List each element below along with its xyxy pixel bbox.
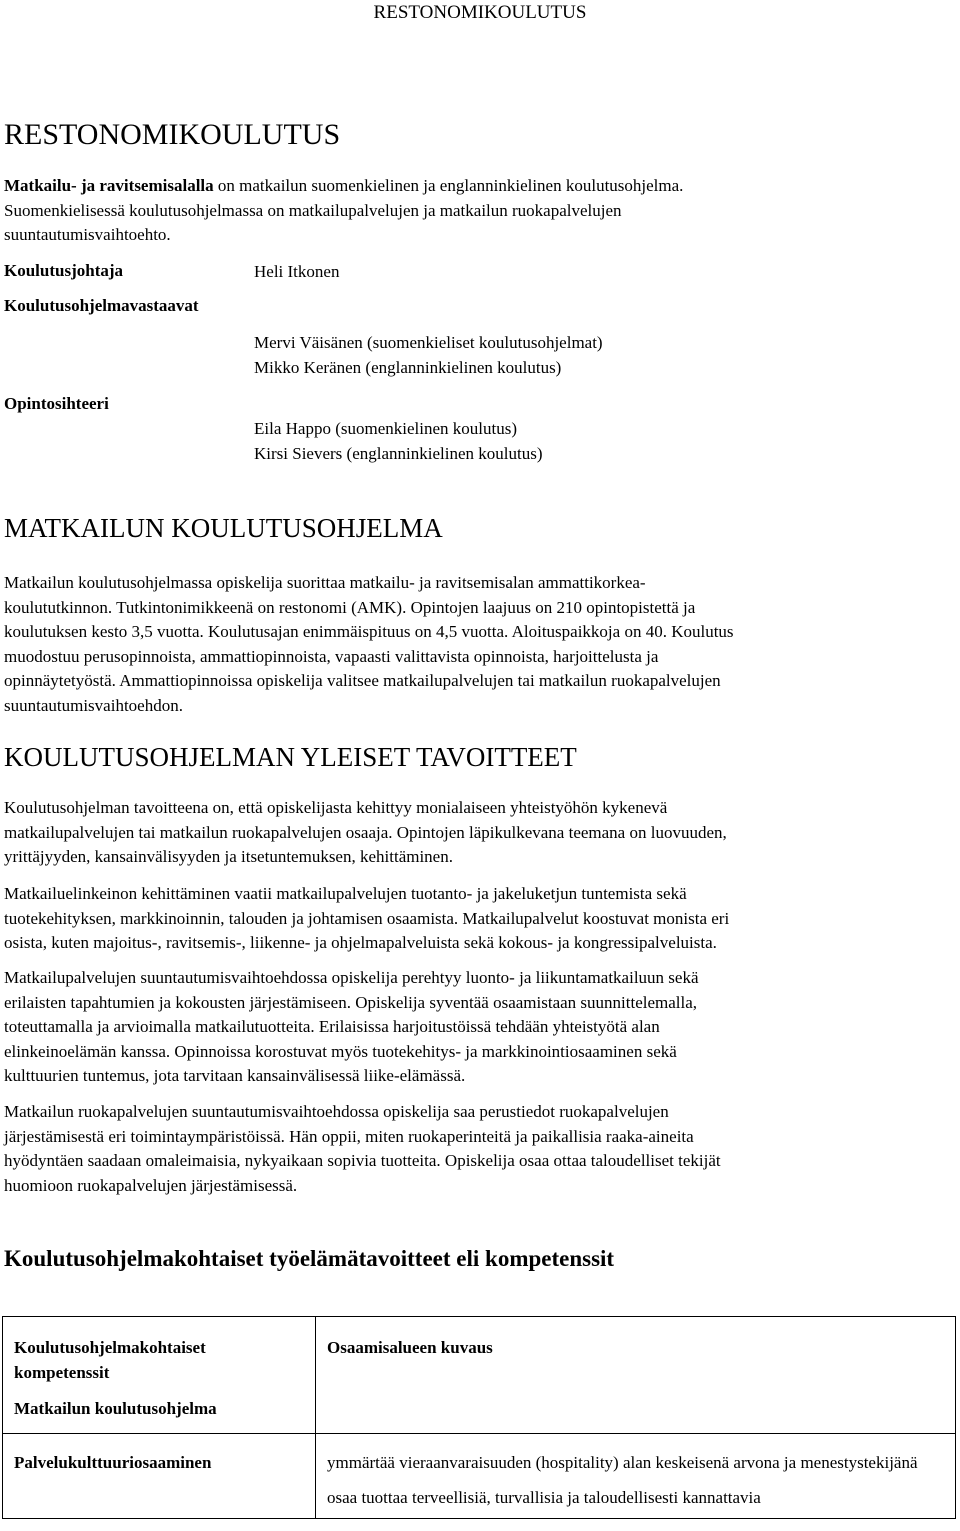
text-line: elinkeinoelämän kanssa. Opinnoissa korostuvat myös tuotekehitys- ja markkinointiosaaminen sekä — [4, 1041, 677, 1061]
text-line: matkailupalvelujen tai matkailun ruokapalvelujen osaaja. Opintojen läpikulkevana teemana on luovuuden, — [4, 822, 727, 842]
text-line: suuntautumisvaihtoehdon. — [4, 695, 183, 715]
text-line: tuotekehityksen, markkinoinnin, talouden ja johtamisen osaamista. Matkailupalvelut koostuvat monista eri — [4, 908, 730, 928]
text-line: toteuttamalla ja arvioimalla matkailutuotteita. Erilaisissa harjoitustöissä tehdään yhteistyötä alan — [4, 1017, 660, 1036]
goals-paragraph-4 — [4, 1100, 954, 1198]
programme-heading: MATKAILUN KOULUTUSOHJELMA — [4, 513, 443, 543]
text-line: huomioon ruokapalvelujen järjestämisessä. — [4, 1175, 298, 1195]
intro-bold-lead: Matkailu- ja ravitsemisalalla — [4, 176, 214, 195]
secretary-label: Opintosihteeri — [4, 394, 109, 413]
text-line: Matkailun ruokapalvelujen suuntautumisvaihtoehdossa opiskelija saa perustiedot ruokapalvelujen — [4, 1102, 669, 1121]
goals-paragraph-2 — [4, 882, 954, 956]
header-col1-line1: Koulutusohjelmakohtaiset — [14, 1338, 206, 1357]
row1-col1: Palvelukulttuuriosaaminen — [14, 1453, 212, 1472]
text-line: Koulutusohjelman tavoitteena on, että opiskelijasta kehittyy monialaiseen yhteistyöhön kykenevä — [4, 798, 668, 817]
text-line: muodostuu perusopinnoista, ammattiopinnoista, vapaasti valittavista opinnoista, harjoittelusta ja — [4, 646, 659, 666]
text-line: kulttuurien tuntemus, jota tarvitaan kansainvälisessä liike-elämässä. — [4, 1066, 466, 1085]
text-line: osista, kuten majoitus-, ravitsemis-, liikenne- ja ohjelmapalveluista sekä kokous- ja kongressipalveluista. — [4, 933, 717, 952]
goals-heading: KOULUTUSOHJELMAN YLEISET TAVOITTEET — [4, 742, 577, 772]
intro-line1-rest: on matkailun suomenkielinen ja englanninkielinen koulutusohjelma. — [213, 176, 684, 195]
intro-line3: suuntautumisvaihtoehto. — [4, 225, 171, 244]
running-header: RESTONOMIKOULUTUS — [373, 2, 587, 23]
table-header-cell — [3, 1317, 316, 1434]
intro-paragraph — [4, 174, 954, 248]
director-name: Heli Itkonen — [254, 262, 340, 281]
intro-line2: Suomenkielisessä koulutusohjelmassa on matkailupalvelujen ja matkailun ruokapalvelujen — [4, 200, 622, 220]
head-person-1: Mervi Väisänen (suomenkieliset koulutusohjelmat) — [254, 333, 603, 352]
text-line: Matkailuelinkeinon kehittäminen vaatii matkailupalvelujen tuotanto- ja jakeluketjun tuntemista sekä — [4, 884, 687, 903]
text-line: Matkailun koulutusohjelmassa opiskelija suorittaa matkailu- ja ravitsemisalan ammattikorkea- — [4, 573, 646, 592]
competence-table — [2, 1316, 956, 1519]
text-line: koulutuksen kesto 3,5 vuotta. Koulutusajan enimmäispituus on 4,5 vuotta. Aloituspaikkoja on 40. Koulutus — [4, 622, 734, 641]
header-col2: Osaamisalueen kuvaus — [327, 1338, 493, 1357]
header-col1-line3: Matkailun koulutusohjelma — [14, 1399, 217, 1418]
table-cell — [3, 1434, 316, 1519]
row1-col2-item1: ymmärtää vieraanvaraisuuden (hospitality) alan keskeisenä arvona ja menestystekijänä — [327, 1453, 918, 1472]
competences-heading: Koulutusohjelmakohtaiset työelämätavoitteet eli kompetenssit — [4, 1246, 615, 1271]
programme-paragraph — [4, 571, 954, 718]
secretary-person-2: Kirsi Sievers (englanninkielinen koulutus) — [254, 444, 543, 463]
table-header-cell — [316, 1317, 956, 1434]
table-row — [3, 1434, 956, 1519]
text-line: järjestämisestä eri toimintaympäristöissä. Hän oppii, miten ruokaperinteitä ja paikallisia raaka-aineita — [4, 1126, 694, 1146]
head-person-2: Mikko Keränen (englanninkielinen koulutus) — [254, 358, 562, 377]
text-line: opinnäytetyöstä. Ammattiopinnoissa opiskelija valitsee matkailupalvelujen tai matkailun ruokapalvelujen — [4, 671, 721, 690]
director-label: Koulutusjohtaja — [4, 261, 124, 280]
page-title: RESTONOMIKOULUTUS — [4, 118, 341, 151]
text-line: yrittäjyyden, kansainvälisyyden ja itsetuntemuksen, kehittäminen. — [4, 847, 453, 866]
goals-paragraph-1 — [4, 796, 954, 870]
text-line: erilaisten tapahtumien ja kokousten järjestämiseen. Opiskelija syventää osaamistaan suunnittelemalla, — [4, 992, 698, 1012]
text-line: koulututkinnon. Tutkintonimikkeenä on restonomi (AMK). Opintojen laajuus on 210 opintopistettä ja — [4, 597, 696, 617]
heads-label: Koulutusohjelmavastaavat — [4, 296, 199, 315]
text-line: Matkailupalvelujen suuntautumisvaihtoehdossa opiskelija perehtyy luonto- ja liikuntamatkailuun sekä — [4, 968, 699, 987]
table-header-row — [3, 1317, 956, 1434]
table-cell — [316, 1434, 956, 1519]
secretary-person-1: Eila Happo (suomenkielinen koulutus) — [254, 419, 517, 438]
text-line: hyödyntäen saadaan omaleimaisia, nykyaikaan sopivia tuotteita. Opiskelija osaa ottaa taloudelliset tekijät — [4, 1151, 721, 1170]
header-col1-line2: kompetenssit — [14, 1363, 110, 1382]
row1-col2-item2: osaa tuottaa terveellisiä, turvallisia ja taloudellisesti kannattavia — [327, 1488, 761, 1507]
goals-paragraph-3 — [4, 966, 954, 1089]
